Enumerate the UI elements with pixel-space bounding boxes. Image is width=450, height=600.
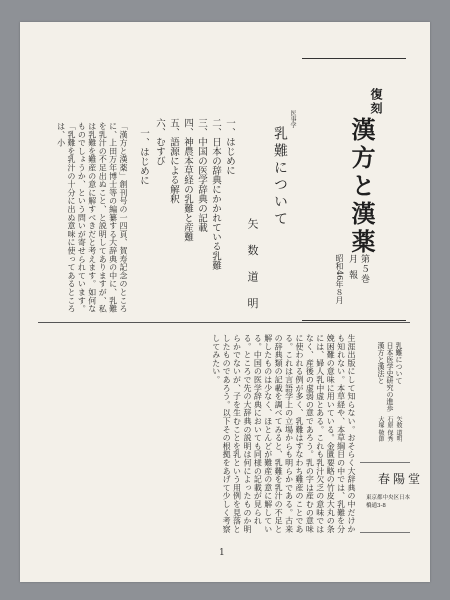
journal-volume: 第５巻	[359, 254, 369, 284]
publisher-address: 東京都中央区日本橋通3-8	[366, 495, 411, 509]
publisher-name: 春陽堂	[378, 472, 424, 486]
left-body-text: 「漢方と漢薬」創刊号の一四頁、賀寿記念のところに、上田万年博士等の編纂する大辞典の中に、乳難を乳汁の不足出ぬこと、と説明してありますが、私は乳難を難産の意に解すべきだと考えます。如何なものでしょうか、という問いが寄せられています。「乳難を乳汁の十分に出ぬ意味に使ってあるところは、小	[56, 122, 128, 313]
article-title: 乳難について	[272, 126, 288, 228]
toc-author-3: 大塚 敬節	[377, 416, 384, 442]
contents-item-2: 二、日本の辞典にかかれている乳難	[210, 118, 221, 270]
masthead-frame-top	[302, 58, 406, 59]
section-heading: 一、はじめに	[138, 128, 149, 185]
document-page	[20, 22, 430, 582]
bottom-body-text: 生涯出版にして知らない。おそらく大辞典の中だけかも知れない。本草経や、本草綱目の中では、乳難を分娩困難の意味に用いている。金匱要略の竹皮大丸の条には、婦人乳中虚とある。これも乳汁欠乏の意味ではなく、産後の虚弱の意であろう。乳の字は産むの意味に使われる例が多く、乳難はすなわち難産のことである。これは言語学上の立場からも明らかである。古来の辞典類の記載を調べてみると、乳難を乳汁の不足と解したものは少なく、ほとんどが難産の意に解している。中国の医学辞典においても同様の記載が見られる。ところで先の大辞典の説明は何によったものか明らかでないが、子を生むことを乳という用例を見落としたものであろう。以下その根拠をあげて少しく考察してみたい。	[211, 334, 356, 534]
contents-item-4: 四、神農本草経の乳難と産難	[182, 118, 193, 242]
contents-item-6: 六、むすび	[154, 118, 165, 166]
toc-author-1: 矢数 道明	[395, 416, 402, 442]
page-number: 1	[219, 548, 225, 558]
middle-divider	[38, 322, 410, 323]
contents-item-1: 一、はじめに	[224, 118, 235, 175]
publisher-divider-bottom	[360, 532, 410, 533]
toc-author-2: 石原 保秀	[386, 416, 393, 442]
contents-item-3: 三、中国の医学辞典の記載	[196, 118, 207, 232]
journal-prefix: 復刻	[369, 88, 383, 116]
publisher-divider	[360, 462, 410, 463]
toc-title-3: 漢方と漢法と	[377, 342, 385, 384]
contents-item-5: 五、語源による解釈	[168, 118, 179, 204]
toc-title-2: 日本医学史研究の進歩	[386, 342, 394, 412]
journal-name: 漢方と漢薬	[347, 117, 376, 257]
toc-title-1: 乳難について	[395, 342, 403, 384]
masthead-frame-bottom	[302, 320, 406, 321]
journal-date: 昭和46年８月	[335, 254, 344, 305]
article-author: 矢 数 道 明	[246, 218, 259, 315]
journal-report: 月 報	[347, 254, 357, 281]
article-subtitle: 医事学	[289, 110, 296, 128]
